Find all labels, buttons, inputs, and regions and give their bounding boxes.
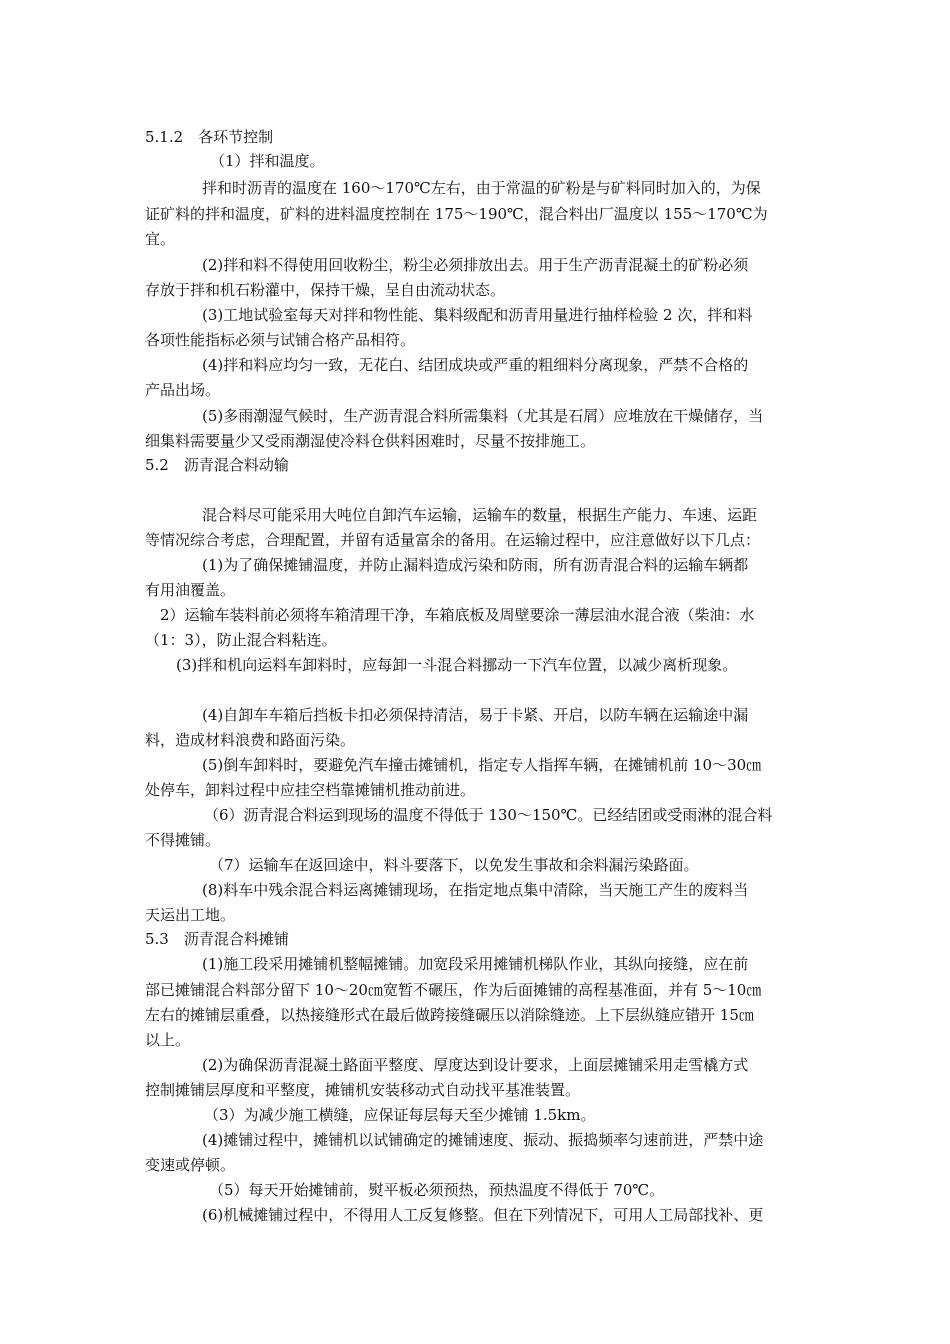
- paragraph-line: 混合料尽可能采用大吨位自卸汽车运输，运输车的数量，根据生产能力、车速、运距: [202, 506, 758, 524]
- paragraph-line: (8)料车中残余混合料运离摊铺现场，在指定地点集中清除，当天施工产生的废料当: [202, 881, 749, 899]
- paragraph-line: 细集料需要量少又受雨潮湿使冷料仓供料困难时，尽量不按排施工。: [145, 432, 596, 450]
- paragraph-line: 证矿料的拌和温度，矿料的进料温度控制在 175～190℃，混合料出厂温度以 155～170℃为: [145, 205, 768, 223]
- paragraph-line: 各项性能指标必须与试铺合格产品相符。: [145, 331, 416, 349]
- paragraph-line: (4)自卸车车箱后挡板卡扣必须保持清洁，易于卡紧、开启，以防车辆在运输途中漏: [202, 706, 749, 724]
- section-heading-5-2: 5.2 沥青混合料动输: [145, 456, 289, 474]
- paragraph-line: 拌和时沥青的温度在 160～170℃左右，由于常温的矿粉是与矿料同时加入的，为保: [202, 179, 761, 197]
- paragraph-line: 天运出工地。: [145, 906, 236, 924]
- paragraph-line: (1)施工段采用摊铺机整幅摊铺。加宽段采用摊铺机梯队作业，其纵向接缝，应在前: [202, 955, 749, 973]
- paragraph-line: 变速或停顿。: [145, 1156, 236, 1174]
- paragraph-line: （6）沥青混合料运到现场的温度不得低于 130～150℃。已经结团或受雨淋的混合料: [204, 806, 773, 824]
- section-heading-5-3: 5.3 沥青混合料摊铺: [145, 930, 289, 948]
- paragraph-line: (2)拌和料不得使用回收粉尘，粉尘必须排放出去。用于生产沥青混凝土的矿粉必须: [202, 256, 749, 274]
- paragraph-line: 料，造成材料浪费和路面污染。: [145, 731, 356, 749]
- paragraph-line: (3)拌和机向运料车卸料时，应每卸一斗混合料挪动一下汽车位置，以减少离析现象。: [176, 656, 738, 674]
- paragraph-line: （1：3），防止混合料粘连。: [145, 631, 337, 649]
- paragraph-line: (4)拌和料应均匀一致，无花白、结团成块或严重的粗细料分离现象，严禁不合格的: [202, 356, 749, 374]
- paragraph-line: (3)工地试验室每天对拌和物性能、集料级配和沥青用量进行抽样检验 2 次，拌和料: [202, 306, 753, 324]
- paragraph-line: (1)为了确保摊铺温度，并防止漏料造成污染和防雨，所有沥青混合料的运输车辆都: [202, 556, 749, 574]
- section-heading-5-1-2: 5.1.2 各环节控制: [145, 128, 274, 146]
- paragraph-line: (2)为确保沥青混凝土路面平整度、厚度达到设计要求，上面层摊铺采用走雪橇方式: [202, 1056, 749, 1074]
- paragraph-line: 有用油覆盖。: [145, 581, 236, 599]
- paragraph-line: 2）运输车装料前必须将车箱清理干净，车箱底板及周壁要涂一薄层油水混合液（柴油：水: [160, 606, 755, 624]
- paragraph-line: (6)机械摊铺过程中，不得用人工反复修整。但在下列情况下，可用人工局部找补、更: [202, 1206, 764, 1224]
- paragraph-line: 部已摊铺混合料部分留下 10～20㎝宽暂不碾压，作为后面摊铺的高程基准面，并有 5～10㎝: [145, 981, 762, 999]
- paragraph-line: （5）每天开始摊铺前，熨平板必须预热，预热温度不得低于 70℃。: [209, 1181, 665, 1199]
- paragraph-line: 以上。: [145, 1031, 191, 1049]
- paragraph-line: 存放于拌和机石粉灌中，保持干燥，呈自由流动状态。: [145, 281, 506, 299]
- paragraph-line: 左右的摊铺层重叠，以热接缝形式在最后做跨接缝碾压以消除缝迹。上下层纵缝应错开 15㎝: [145, 1006, 754, 1024]
- item-heading: （1）拌和温度。: [210, 152, 325, 170]
- paragraph-line: 不得摊铺。: [145, 831, 221, 849]
- paragraph-line: 控制摊铺层厚度和平整度，摊铺机安装移动式自动找平基准装置。: [145, 1081, 581, 1099]
- paragraph-line: (5)倒车卸料时，要避免汽车撞击摊铺机，指定专人指挥车辆，在摊铺机前 10～30㎝: [202, 756, 762, 774]
- paragraph-line: （3）为减少施工横缝，应保证每层每天至少摊铺 1.5km。: [204, 1106, 596, 1124]
- paragraph-line: 处停车，卸料过程中应挂空档靠摊铺机推动前进。: [145, 781, 476, 799]
- paragraph-line: 宜。: [145, 230, 176, 248]
- paragraph-line: 等情况综合考虑，合理配置，并留有适量富余的备用。在运输过程中，应注意做好以下几点：: [145, 531, 761, 549]
- paragraph-line: （7）运输车在返回途中，料斗要落下，以免发生事故和余料漏污染路面。: [209, 856, 699, 874]
- paragraph-line: (4)摊铺过程中，摊铺机以试铺确定的摊铺速度、振动、振捣频率匀速前进，严禁中途: [202, 1131, 764, 1149]
- paragraph-line: 产品出场。: [145, 381, 221, 399]
- paragraph-line: (5)多雨潮湿气候时，生产沥青混合料所需集料（尤其是石屑）应堆放在干燥储存，当: [202, 407, 764, 425]
